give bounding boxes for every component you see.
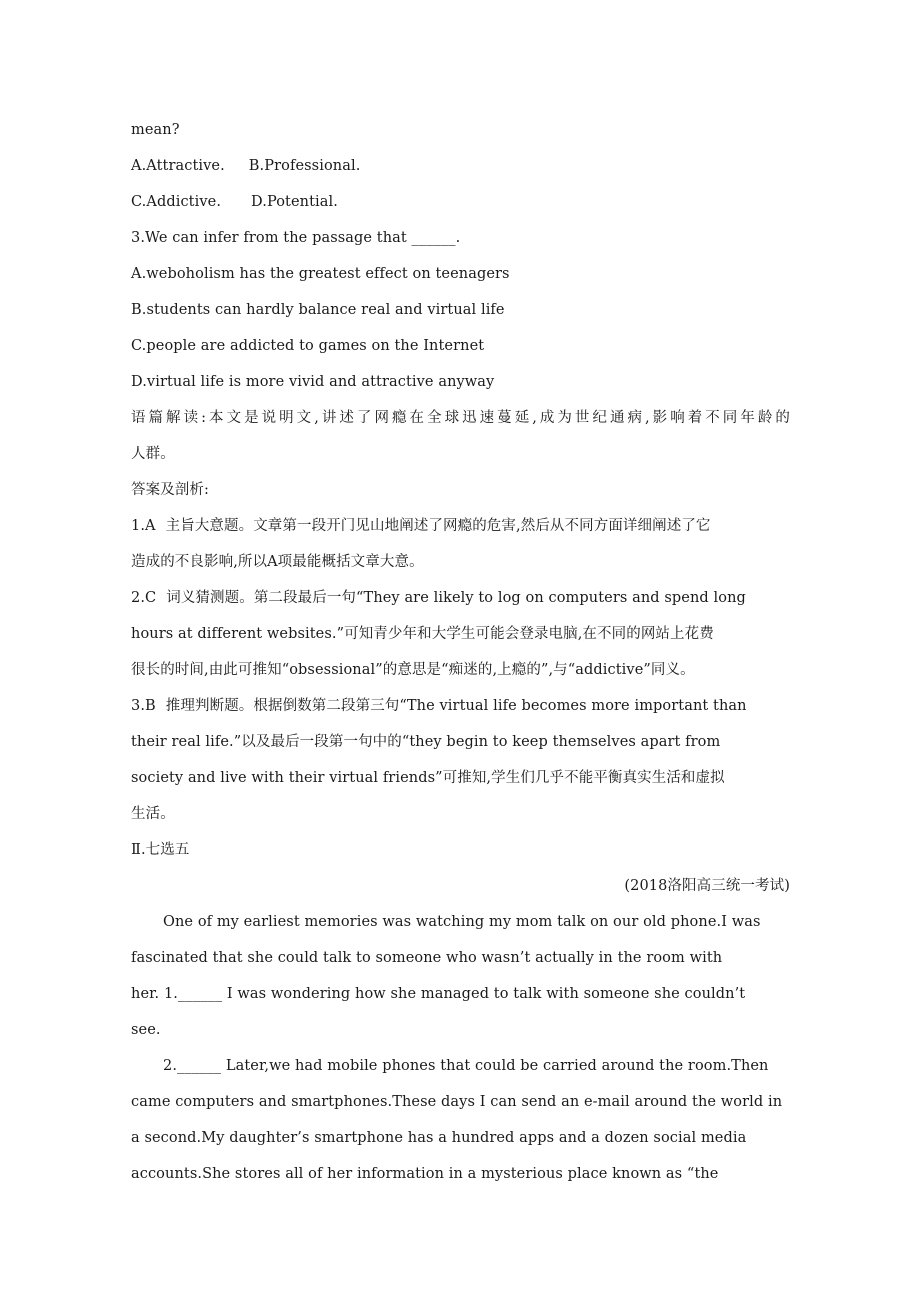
- paragraph-1-line-3: her. 1.______ I was wondering how she managed to talk with someone she couldn’t: [131, 986, 746, 1002]
- paragraph-2-line-4: accounts.She stores all of her information in a mysterious place known as “the: [131, 1166, 719, 1182]
- question-2-tail: mean?: [131, 122, 180, 138]
- question-3-option-c: C.people are addicted to games on the Internet: [131, 338, 485, 354]
- answer-1-line-2: 造成的不良影响,所以A项最能概括文章大意。: [131, 554, 424, 570]
- option-a: A.Attractive.: [131, 158, 225, 174]
- answer-3-line-2: their real life.”以及最后一段第一句中的“they begin to keep themselves apart from: [131, 734, 721, 750]
- question-3-stem: 3.We can infer from the passage that ______.: [131, 230, 461, 246]
- answer-2-line-1: 2.C 词义猜测题。第二段最后一句“They are likely to log on computers and spend long: [131, 590, 746, 606]
- answer-2-number: 2.C: [131, 590, 157, 606]
- answer-2-line-2: hours at different websites.”可知青少年和大学生可能会登录电脑,在不同的网站上花费: [131, 626, 714, 642]
- document-page: [131, 112, 790, 1192]
- answers-heading: 答案及剖析:: [131, 482, 209, 498]
- question-3-option-b: B.students can hardly balance real and virtual life: [131, 302, 505, 318]
- paragraph-1-line-2: fascinated that she could talk to someone who wasn’t actually in the room with: [131, 950, 723, 966]
- section-heading: Ⅱ.七选五: [131, 842, 190, 858]
- question-3-option-d: D.virtual life is more vivid and attractive anyway: [131, 374, 495, 390]
- answer-1-number: 1.A: [131, 518, 156, 534]
- answer-3-line-4: 生活。: [131, 806, 175, 822]
- answer-3-number: 3.B: [131, 698, 156, 714]
- paragraph-2-line-1: 2.______ Later,we had mobile phones that could be carried around the room.Then: [163, 1058, 769, 1074]
- answer-3-line-3: society and live with their virtual friends”可推知,学生们几乎不能平衡真实生活和虚拟: [131, 770, 725, 786]
- question-2-options-row-1: [131, 148, 790, 184]
- option-b: B.Professional.: [248, 158, 361, 174]
- paragraph-1-line-4: see.: [131, 1022, 161, 1038]
- passage-analysis-line-1: 语篇解读:本文是说明文,讲述了网瘾在全球迅速蔓延,成为世纪通病,影响着不同年龄的: [131, 410, 790, 426]
- answer-blank-1: ______: [178, 986, 223, 1002]
- answer-blank: ______: [411, 230, 456, 246]
- answer-2-line-3: 很长的时间,由此可推知“obsessional”的意思是“痴迷的,上瘾的”,与“addictive”同义。: [131, 662, 695, 678]
- paragraph-2-line-2: came computers and smartphones.These days I can send an e-mail around the world in: [131, 1094, 783, 1110]
- question-2-options-row-2: [131, 184, 790, 220]
- paragraph-1-line-1: One of my earliest memories was watching my mom talk on our old phone.I was: [163, 914, 761, 930]
- option-d: D.Potential.: [251, 194, 338, 210]
- exam-source: (2018洛阳高三统一考试): [624, 878, 790, 894]
- answer-3-line-1: 3.B 推理判断题。根据倒数第二段第三句“The virtual life becomes more important than: [131, 698, 747, 714]
- answer-1-line-1: 1.A 主旨大意题。文章第一段开门见山地阐述了网瘾的危害,然后从不同方面详细阐述了它: [131, 518, 711, 534]
- passage-analysis-line-2: 人群。: [131, 446, 175, 462]
- paragraph-2-line-3: a second.My daughter’s smartphone has a hundred apps and a dozen social media: [131, 1130, 747, 1146]
- question-3-option-a: A.weboholism has the greatest effect on teenagers: [131, 266, 510, 282]
- option-c: C.Addictive.: [131, 194, 222, 210]
- answer-blank-2: ______: [177, 1058, 222, 1074]
